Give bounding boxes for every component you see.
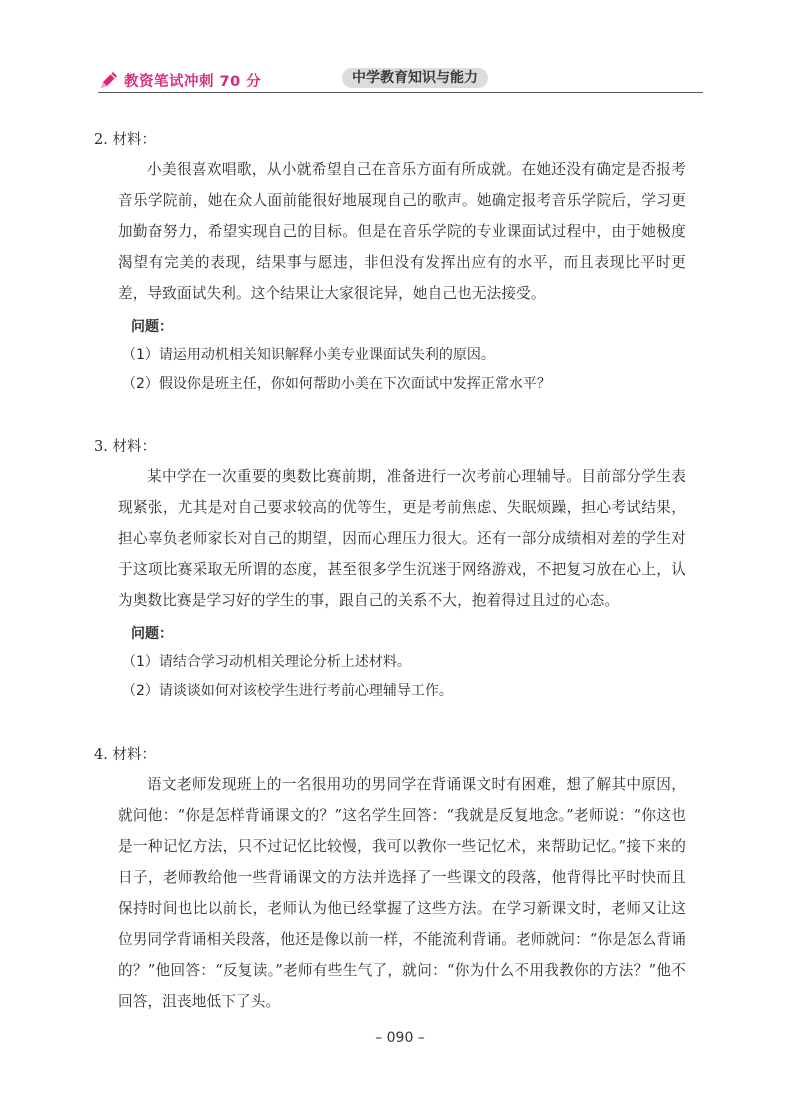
sub-question: （1）请运用动机相关知识解释小美专业课面试失利的原因。 [122, 347, 495, 363]
subject-badge: 中学教育知识与能力 [342, 68, 488, 88]
question-number: 3. 材料： [94, 439, 156, 455]
question-number: 4. 材料： [94, 747, 156, 763]
page-header [98, 68, 703, 92]
material-text: 小美很喜欢唱歌，从小就希望自己在音乐方面有所成就。在她还没有确定是否报考音乐学院前，她在众人面前能很好地展现自己的歌声。她确定报考音乐学院后，学习更加勤奋努力，希望实现自己的目标。但是在音乐学院的专业课面试过程中，由于她极度渴望有完美的表现，结果事与愿违，非但没有发挥出应有的水平，而且表现比平时更差，导致面试失利。这个结果让大家很诧异，她自己也无法接受。 [118, 161, 686, 302]
question-label: 问题： [131, 626, 173, 642]
header-rule [98, 92, 703, 93]
question-3 [94, 437, 686, 706]
material-text: 语文老师发现班上的一名很用功的男同学在背诵课文时有困难，想了解其中原因，就问他：“你是怎样背诵课文的？”这名学生回答：“我就是反复地念。”老师说：“你这也是一种记忆方法，只不过记忆比较慢，我可以教你一些记忆术，来帮助记忆。”接下来的日子，老师教给他一些背诵课文的方法并选择了一些课文的段落，他背得比平时快而且保持时间也比以前长，老师认为他已经掌握了这些方法。在学习新课文时，老师又让这位男同学背诵相关段落，他还是像以前一样，不能流利背诵。老师就问：“你是怎么背诵的？”他回答：“反复读。”老师有些生气了，就问：“你为什么不用我教你的方法？”他不回答，沮丧地低下了头。 [118, 776, 686, 1010]
material-text: 某中学在一次重要的奥数比赛前期，准备进行一次考前心理辅导。目前部分学生表现紧张，尤其是对自己要求较高的优等生，更是考前焦虑、失眠烦躁，担心考试结果，担心辜负老师家长对自己的期望，因而心理压力很大。还有一部分成绩相对差的学生对于这项比赛采取无所谓的态度，甚至很多学生沉迷于网络游戏，不把复习放在心上，认为奥数比赛是学习好的学生的事，跟自己的关系不大，抱着得过且过的心态。 [118, 468, 686, 609]
question-2 [94, 130, 686, 399]
pencil-icon [98, 69, 120, 91]
question-4 [94, 745, 686, 1017]
sub-question: （1）请结合学习动机相关理论分析上述材料。 [122, 654, 411, 670]
sub-question: （2）请谈谈如何对该校学生进行考前心理辅导工作。 [122, 683, 453, 699]
question-number: 2. 材料： [94, 132, 156, 148]
page-number: – 090 – [375, 1030, 425, 1046]
sub-question: （2）假设你是班主任，你如何帮助小美在下次面试中发挥正常水平？ [122, 376, 551, 392]
series-title: 教资笔试冲刺 70 分 [124, 74, 262, 90]
question-label: 问题： [131, 319, 173, 335]
